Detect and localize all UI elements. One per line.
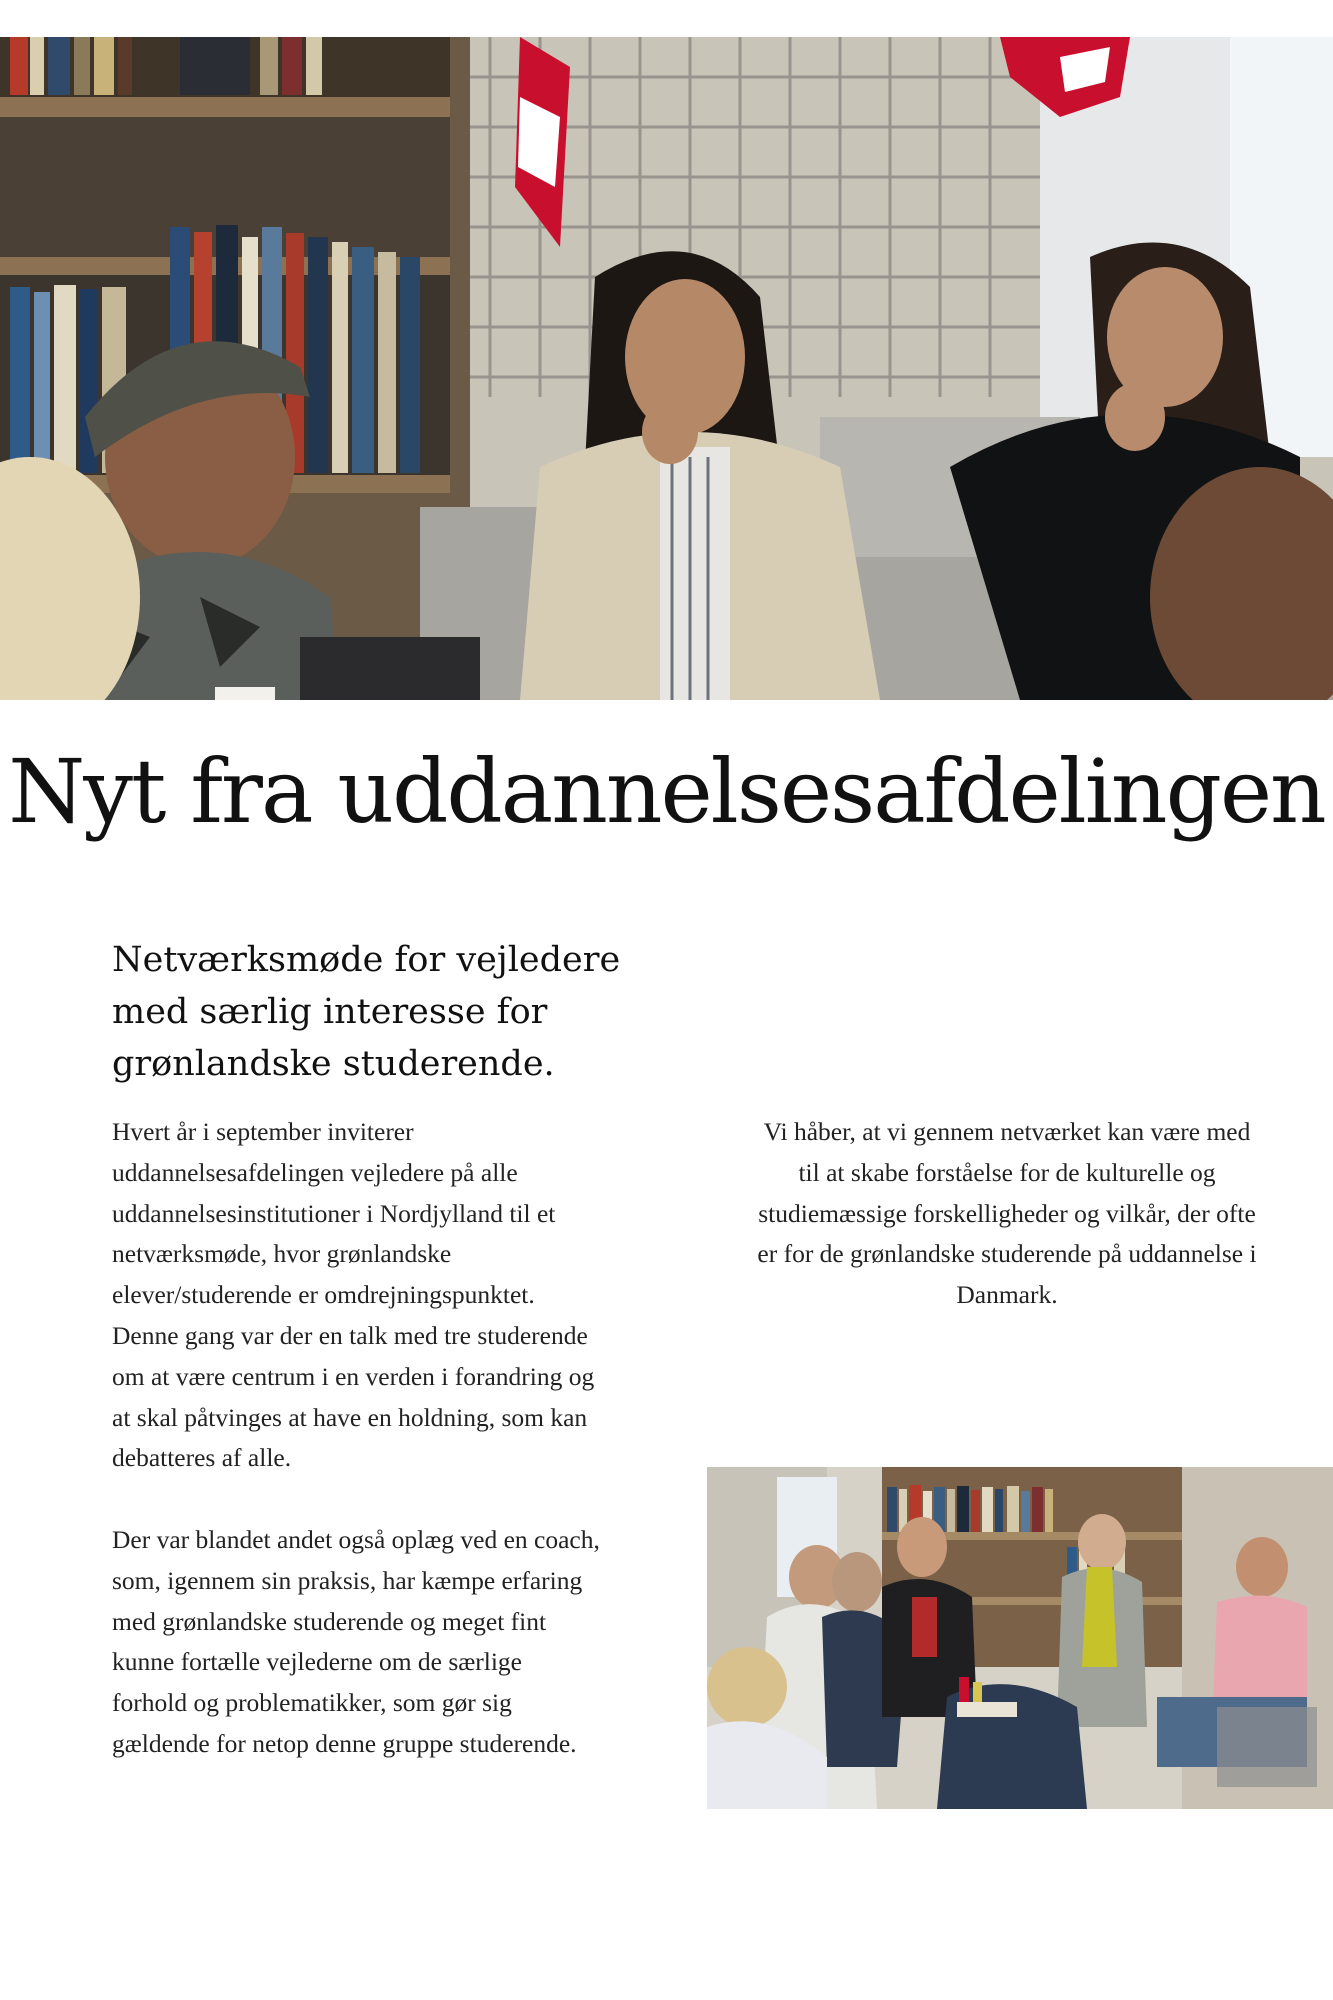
paragraph-network-hope: Vi håber, at vi gennem netværket kan være med til at skabe forståelse for de kulturelle og studiemæssige forskelligheder og vilkår, der ofte er for de grønlandske studerende på uddannelse i Danmark. — [757, 1117, 1257, 1310]
page-title: Nyt fra uddannelsesafdelingen — [8, 740, 1325, 843]
hero-photo — [0, 37, 1333, 700]
article-subheading: Netværksmøde for vejledere med særlig interesse for grønlandske studerende. — [112, 940, 621, 1084]
left-column — [112, 1112, 602, 1806]
hero-photo-illustration — [0, 37, 1333, 700]
paragraph-intro: Hvert år i september inviterer uddannelsesafdelingen vejledere på alle uddannelsesinstitutioner i Nordjylland til et netværksmøde, hvor grønlandske elever/studerende er omdrejningspunktet. Denne gang var der en talk med tre studerende om at være centrum i en verden i forandring og at skal påtvinges at have en holdning, som kan debatteres af alle. — [112, 1117, 595, 1473]
group-photo — [707, 1467, 1333, 1809]
group-photo-illustration — [707, 1467, 1333, 1809]
paragraph-coach: Der var blandet andet også oplæg ved en coach, som, igennem sin praksis, har kæmpe erfaring med grønlandske studerende og meget fint kunne fortælle vejlederne om de særlige forhold og problematikker, som gør sig gældende for netop denne gruppe studerende. — [112, 1524, 600, 1758]
